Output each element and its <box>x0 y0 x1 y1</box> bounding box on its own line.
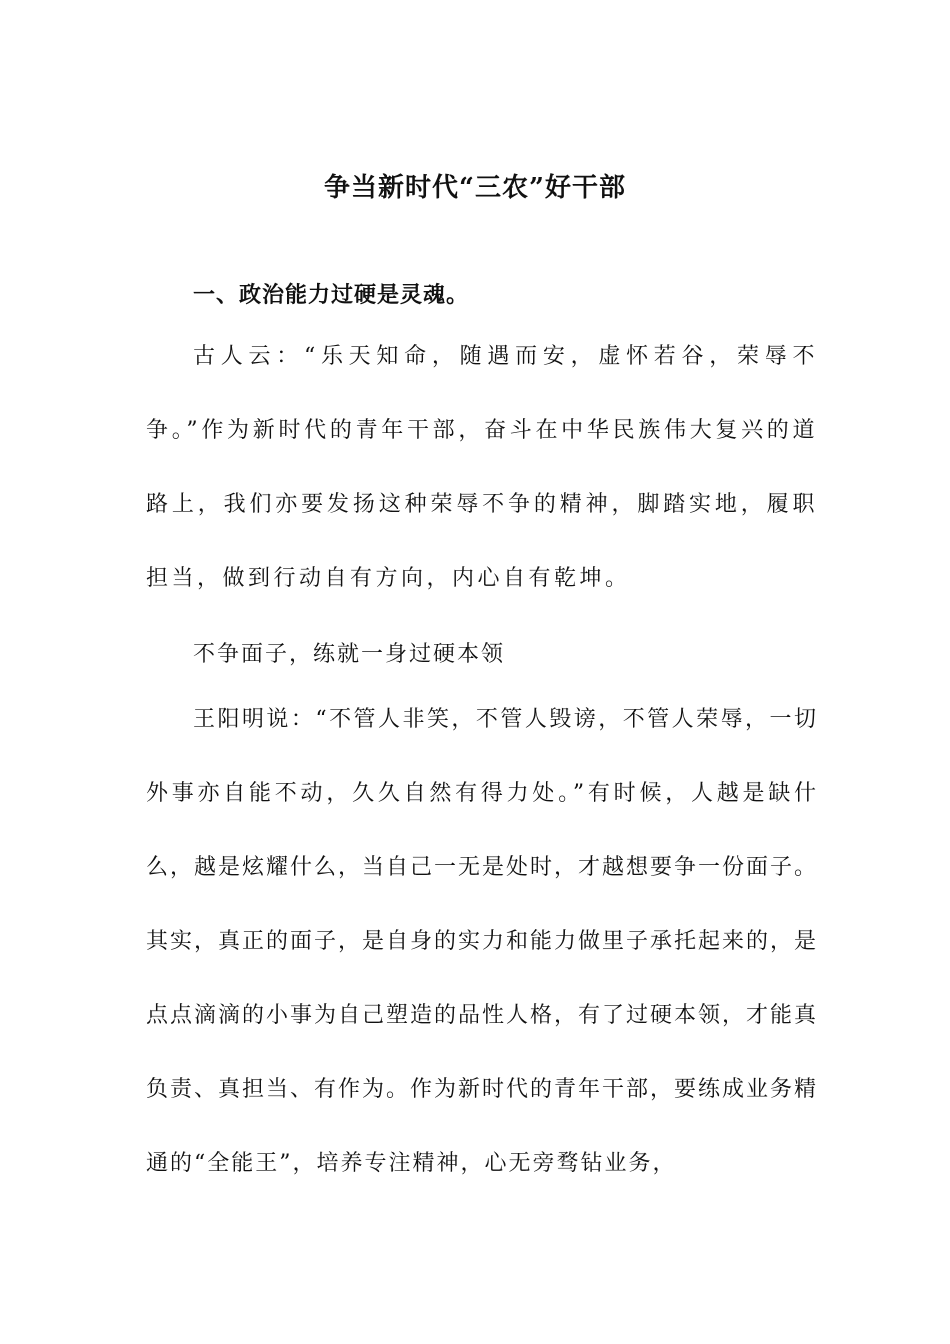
document-title: 争当新时代“三农”好干部 <box>324 173 626 203</box>
paragraph-1: 古人云：“乐天知命，随遇而安，虚怀若谷，荣辱不争。”作为新时代的青年干部，奋斗在中华民族伟大复兴的道路上，我们亦要发扬这种荣辱不争的精神，脚踏实地，履职担当，做到行动自有方向，内心自有乾坤。 <box>146 344 818 591</box>
paragraph-3: 王阳明说：“不管人非笑，不管人毁谤，不管人荣辱，一切外事亦自能不动，久久自然有得力处。”有时候，人越是缺什么，越是炫耀什么，当自己一无是处时，才越想要争一份面子。其实，真正的面子，是自身的实力和能力做里子承托起来的，是点点滴滴的小事为自己塑造的品性人格，有了过硬本领，才能真负责、真担当、有作为。作为新时代的青年干部，要练成业务精通的“全能王”，培养专注精神，心无旁骛钻业务， <box>146 707 819 1176</box>
paragraph-2-subheading: 不争面子，练就一身过硬本领 <box>193 642 506 667</box>
section-heading: 一、政治能力过硬是灵魂。 <box>193 282 470 308</box>
